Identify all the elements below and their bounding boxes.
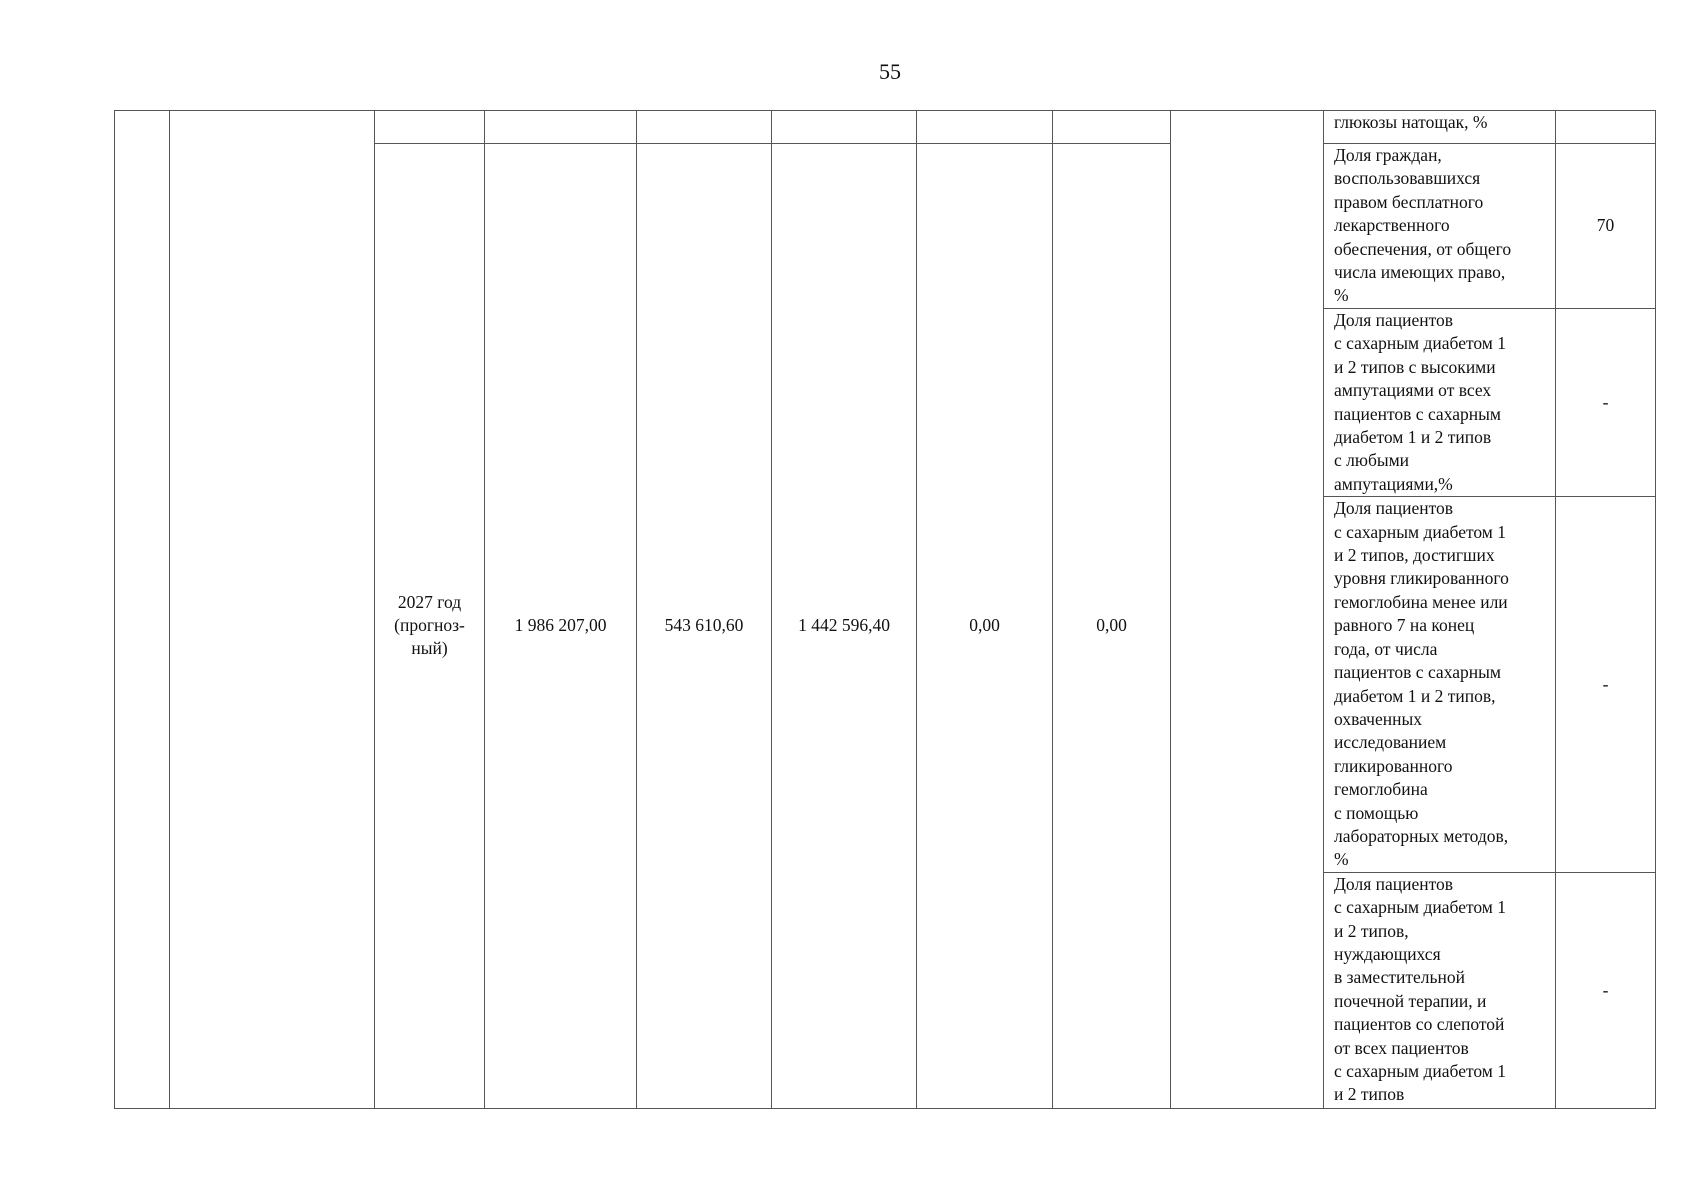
total-cell-empty <box>485 111 637 144</box>
other-sources-cell: 0,00 <box>1053 144 1171 1109</box>
responsible-cell <box>1171 111 1324 1109</box>
row-number-cell <box>115 111 170 1109</box>
regional-budget-cell: 1 442 596,40 <box>772 144 917 1109</box>
table-row <box>115 111 1656 144</box>
indicator-value: - <box>1556 872 1656 1108</box>
indicator-value: 70 <box>1556 144 1656 309</box>
indicator-value <box>1556 111 1656 144</box>
year-cell-empty <box>375 111 485 144</box>
budget-cell-empty <box>772 111 917 144</box>
indicator-name: Доля пациентов с сахарным диабетом 1 и 2 типов с высокими ампутациями от всех пациентов с сахарным диабетом 1 и 2 типов с любыми ампутациями,% <box>1324 309 1556 497</box>
year-cell <box>375 144 485 1109</box>
budget-cell-empty <box>1053 111 1171 144</box>
indicator-name: Доля пациентов с сахарным диабетом 1 и 2 типов, нуждающихся в заместительной почечной терапии, и пациентов со слепотой от всех пациентов с сахарным диабетом 1 и 2 типов <box>1324 872 1556 1108</box>
budget-cell-empty <box>917 111 1053 144</box>
budget-cell-empty <box>637 111 772 144</box>
local-budget-cell: 0,00 <box>917 144 1053 1109</box>
program-financing-table <box>114 110 1656 1109</box>
indicator-name: Доля пациентов с сахарным диабетом 1 и 2 типов, достигших уровня гликированного гемоглобина менее или равного 7 на конец года, от числа пациентов с сахарным диабетом 1 и 2 типов, охваченных исследованием гликированного гемоглобина с помощью лабораторных методов, % <box>1324 497 1556 873</box>
event-name-cell <box>170 111 375 1109</box>
page-number: 55 <box>879 59 901 84</box>
indicator-name: Доля граждан, воспользовавшихся правом бесплатного лекарственного обеспечения, от общего числа имеющих право, % <box>1324 144 1556 309</box>
federal-budget-cell: 543 610,60 <box>637 144 772 1109</box>
year-label: 2027 год (прогноз- ный) <box>394 592 465 659</box>
total-amount-cell: 1 986 207,00 <box>485 144 637 1109</box>
indicator-name: глюкозы натощак, % <box>1324 111 1556 144</box>
indicator-value: - <box>1556 309 1656 497</box>
indicator-value: - <box>1556 497 1656 873</box>
